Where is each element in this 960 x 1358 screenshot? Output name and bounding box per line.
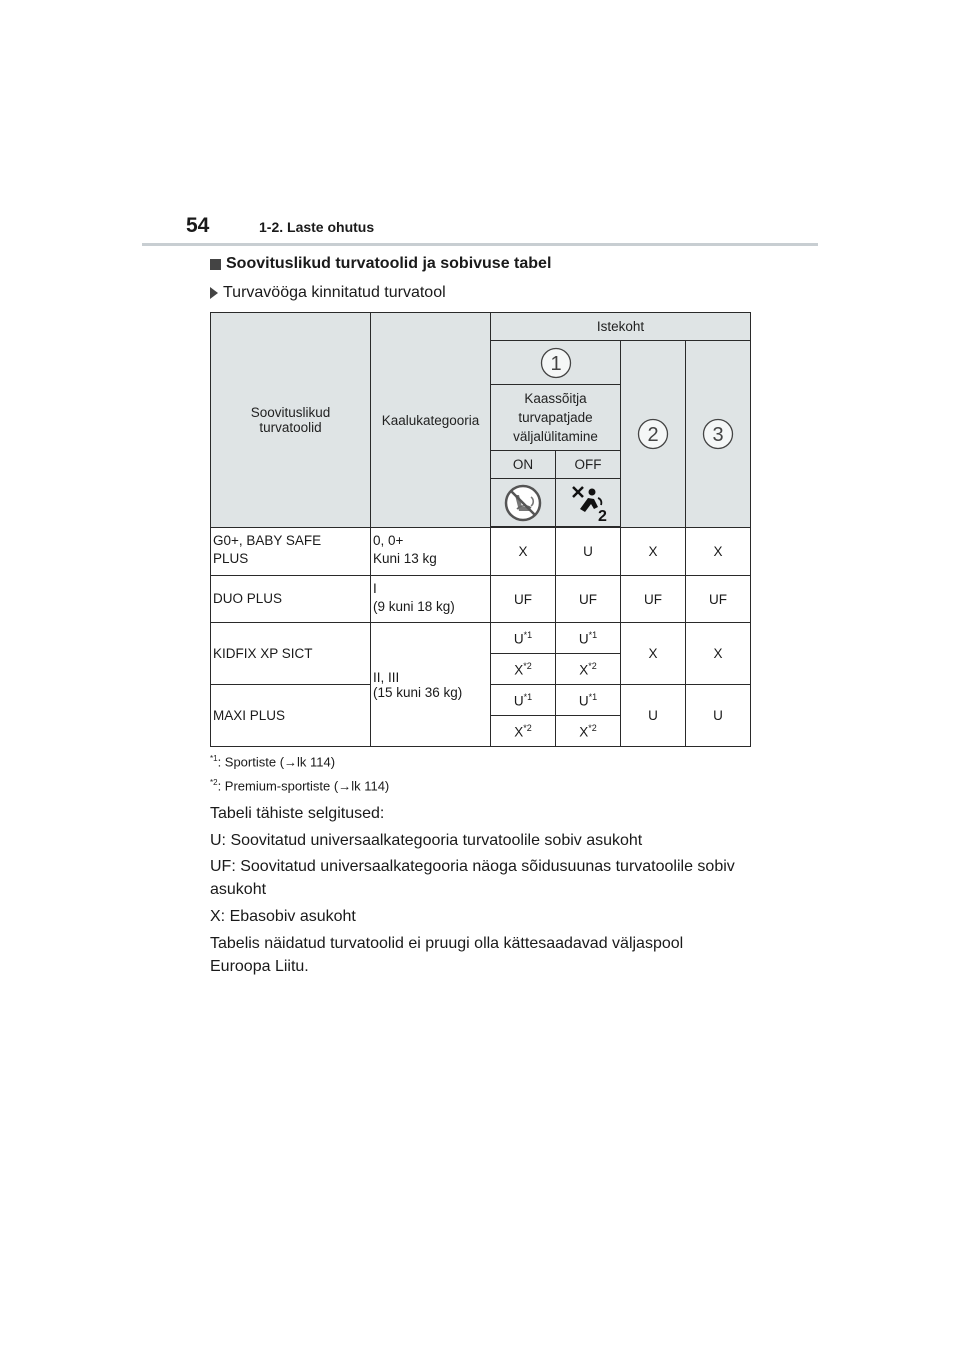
value-cell: $X^{*2}$: [491, 654, 556, 685]
airbag-off-icon-digit: 2: [598, 507, 607, 523]
footnote-mark: *2: [210, 778, 218, 787]
availability-note: Tabelis näidatud turvatoolid ei pruugi olla kättesaadavad väljaspool Euroopa Liitu.: [210, 935, 684, 975]
weight-cell-0: [371, 528, 491, 576]
value-cell: X: [686, 528, 751, 576]
weight-cell-1: [371, 576, 491, 623]
weight-line1: I: [373, 581, 377, 596]
header-divider: [142, 243, 818, 246]
child-seat-airbag-warning-icon: [503, 483, 543, 523]
value-cell: UF: [686, 576, 751, 623]
heading-text: Soovituslikud turvatoolid ja sobivuse tabel: [226, 255, 552, 272]
airbag-off-label: OFF: [556, 451, 621, 479]
weight-line2: (15 kuni 36 kg): [373, 684, 463, 700]
section-title: 1-2. Laste ohutus: [259, 219, 375, 235]
value-cell: $U^{*1}$: [491, 623, 556, 654]
value-cell: $U^{*1}$: [556, 623, 621, 654]
seat-1-icon: [540, 347, 572, 379]
value-cell: X: [621, 623, 686, 685]
footnote-mark: *1: [210, 754, 218, 763]
seat-type-g0-baby-safe: [211, 528, 371, 576]
value-cell: X: [491, 528, 556, 576]
value-cell: $X^{*2}$: [491, 716, 556, 747]
header-seating-position: Istekoht: [491, 313, 751, 341]
value-cell: X: [686, 623, 751, 685]
airbag-on-label: ON: [491, 451, 556, 479]
weight-line2: (9 kuni 18 kg): [373, 599, 455, 615]
legend-intro: Tabeli tähiste selgitused:: [210, 805, 385, 822]
airbag-off-icon-cell: [556, 479, 621, 527]
seat-type-kidfix: KIDFIX XP SICT: [211, 623, 371, 685]
passenger-airbag-off-icon: [568, 483, 608, 523]
seat-2-icon: [637, 418, 669, 450]
value-cell: $U^{*1}$: [491, 685, 556, 716]
seat-2-cell: [621, 341, 686, 528]
subheading: [210, 284, 446, 302]
value-cell: UF: [491, 576, 556, 623]
seat-type-maxi-plus: MAXI PLUS: [211, 685, 371, 747]
seat-type-line1: G0+, BABY SAFE: [213, 533, 322, 548]
legend-uf: UF: Soovitatud universaalkategooria näoga sõidusuunas turvatoolile sobiv asukoht: [210, 858, 735, 898]
footnote-text: : Premium-sportiste (→lk 114): [217, 778, 390, 794]
legend-x: X: Ebasobiv asukoht: [210, 908, 356, 925]
value-cell: UF: [556, 576, 621, 623]
seat-1-cell: [491, 341, 621, 385]
footnote-1: [210, 754, 335, 769]
weight-line2: Kuni 13 kg: [373, 551, 437, 567]
value-cell: UF: [621, 576, 686, 623]
value-cell: $X^{*2}$: [556, 716, 621, 747]
page-number: 54: [186, 214, 210, 237]
subheading-text: Turvavööga kinnitatud turvatool: [223, 284, 446, 301]
seat-type-line2: PLUS: [213, 551, 249, 567]
value-cell: U: [621, 685, 686, 747]
footnote-2: [210, 778, 389, 793]
legend-u: U: Soovitatud universaalkategooria turvatoolile sobiv asukoht: [210, 832, 643, 849]
weight-line1: II, III: [373, 669, 400, 685]
seat-type-duo-plus: DUO PLUS: [211, 576, 371, 623]
airbag-on-icon-cell: [491, 479, 556, 527]
weight-cell-shared: [371, 623, 491, 747]
triangle-bullet-icon: [210, 287, 218, 299]
section-heading: [210, 255, 551, 273]
seat-3-number: 3: [712, 424, 724, 446]
weight-line1: 0, 0+: [373, 533, 404, 548]
seat-1-number: 1: [549, 352, 562, 375]
header-seat-type: Soovituslikud turvatoolid: [211, 313, 371, 528]
seat-3-icon: [702, 418, 734, 450]
value-cell: U: [556, 528, 621, 576]
value-cell: $X^{*2}$: [556, 654, 621, 685]
value-cell: $U^{*1}$: [556, 685, 621, 716]
header-weight-category: Kaalukategooria: [371, 313, 491, 528]
value-cell: X: [621, 528, 686, 576]
footnote-text: : Sportiste (→lk 114): [217, 754, 336, 770]
airbag-deactivation-header: Kaassõitja turvapatjade väljalülitamine: [491, 385, 621, 451]
seat-3-cell: [686, 341, 751, 528]
seat-2-number: 2: [647, 424, 659, 446]
value-cell: U: [686, 685, 751, 747]
square-bullet-icon: [210, 259, 221, 270]
compatibility-table: [210, 312, 751, 747]
